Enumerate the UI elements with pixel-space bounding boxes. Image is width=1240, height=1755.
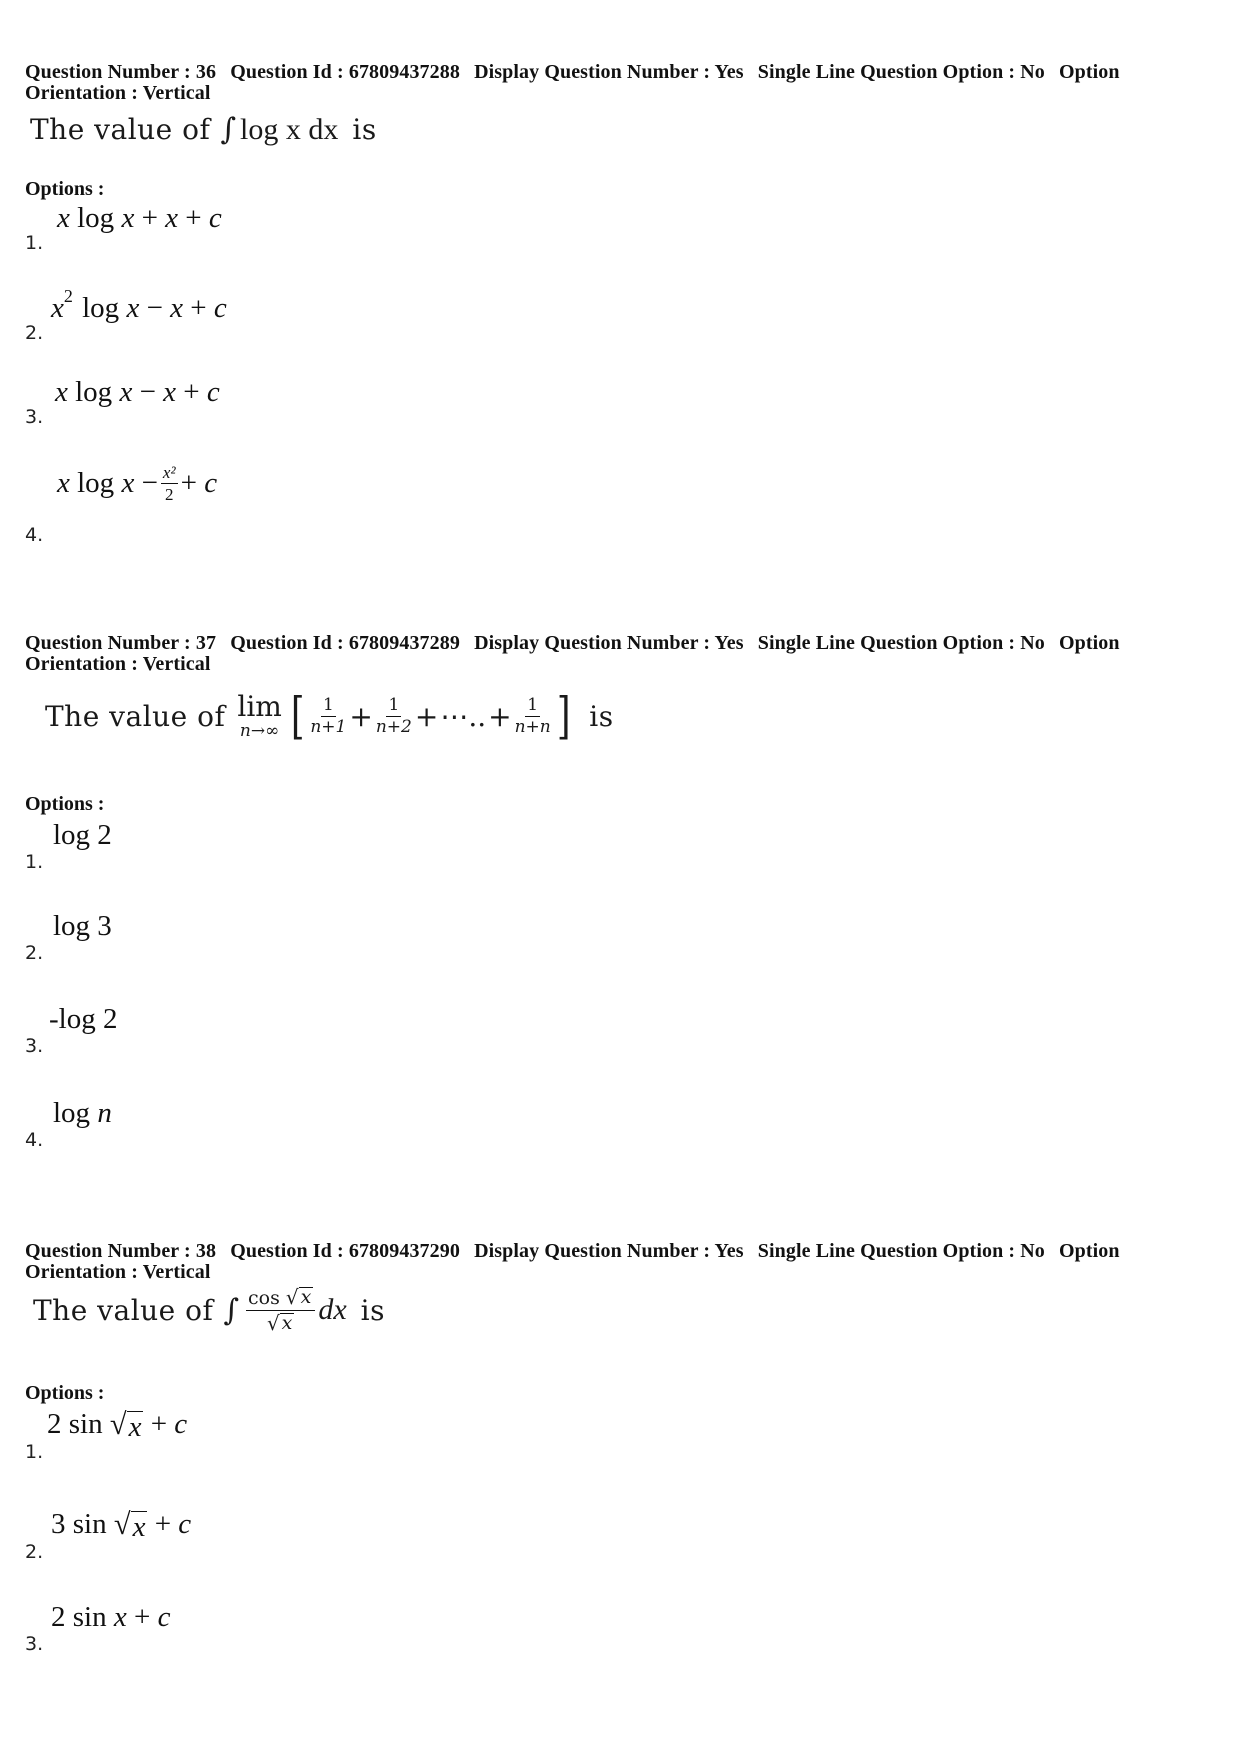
options-label: Options :	[25, 793, 105, 815]
math-fn: 2 sin	[51, 1601, 107, 1633]
display-flag: Display Question Number : Yes	[474, 1240, 744, 1262]
option-number: 2.	[25, 322, 44, 344]
options-label: Options :	[25, 178, 105, 200]
math-var: x	[55, 376, 68, 408]
sqrt: √ x	[109, 1407, 142, 1443]
orientation-label-a: Option	[1059, 632, 1120, 654]
math-fraction	[246, 1284, 315, 1335]
option-3[interactable]	[25, 1003, 525, 1063]
math-var: c	[206, 376, 220, 408]
stem-suffix: is	[589, 699, 614, 733]
math-var: c	[208, 202, 222, 234]
single-line-flag: Single Line Question Option : No	[757, 632, 1045, 654]
frac-num: 1	[388, 694, 400, 715]
math-fraction	[310, 694, 347, 737]
frac-den: n+1	[310, 716, 347, 737]
math-op: +	[414, 699, 439, 733]
stem-prefix: The value of	[45, 699, 226, 733]
math-fn: log	[53, 1097, 91, 1129]
question-number: Question Number : 36	[25, 61, 217, 83]
option-number: 3.	[25, 406, 44, 428]
option-math	[53, 1097, 112, 1130]
option-number: 4.	[25, 524, 44, 546]
option-4[interactable]	[25, 1097, 525, 1157]
option-math	[57, 202, 222, 235]
option-math	[51, 1507, 191, 1542]
option-number: 4.	[25, 1129, 44, 1151]
math-op: +	[183, 376, 200, 408]
option-math	[47, 1407, 187, 1442]
option-2[interactable]	[25, 286, 525, 350]
question-id: Question Id : 67809437290	[230, 1240, 460, 1262]
stem-prefix: The value of	[30, 113, 211, 146]
question-stem	[30, 112, 377, 147]
math-op: +	[141, 202, 158, 234]
math-op: +	[150, 1408, 168, 1440]
option-math	[51, 1601, 170, 1634]
math-var: x	[57, 202, 70, 234]
option-math: log 3	[53, 910, 112, 942]
orientation-label-b: Orientation : Vertical	[25, 653, 211, 675]
math-var: x	[165, 202, 179, 234]
math-op: +	[349, 699, 373, 733]
math-fraction	[514, 694, 551, 737]
option-math	[57, 464, 217, 503]
radicand: x	[281, 1311, 293, 1334]
math-op: +	[133, 1601, 151, 1633]
option-number: 3.	[25, 1633, 44, 1655]
math-var: x	[126, 292, 140, 324]
math-var: x	[113, 1601, 127, 1633]
math-var: c	[178, 1508, 192, 1540]
question-stem	[33, 1284, 385, 1335]
math-op: +	[190, 292, 207, 324]
stem-suffix: is	[352, 113, 377, 146]
option-number: 1.	[25, 1441, 44, 1463]
math-fn: 2 sin	[47, 1408, 103, 1440]
differential: dx	[318, 1293, 347, 1327]
question-38	[25, 1240, 1215, 1655]
frac-num	[246, 1284, 315, 1311]
single-line-flag: Single Line Question Option : No	[757, 61, 1045, 83]
math-var: n	[97, 1097, 112, 1129]
option-math: -log 2	[49, 1003, 118, 1035]
frac-num: 1	[527, 694, 539, 715]
orientation-label-b: Orientation : Vertical	[25, 82, 211, 104]
option-1[interactable]	[25, 819, 525, 879]
frac-den: n+2	[375, 716, 412, 737]
frac-den: n+n	[514, 716, 551, 737]
lim-subscript: n→∞	[239, 720, 280, 741]
math-var: c	[213, 292, 227, 324]
question-id: Question Id : 67809437289	[230, 632, 460, 654]
math-fn: 3 sin	[51, 1508, 107, 1540]
math-op: +	[185, 202, 202, 234]
question-number: Question Number : 38	[25, 1240, 217, 1262]
option-4[interactable]	[25, 462, 525, 546]
math-op: −	[146, 292, 163, 324]
single-line-flag: Single Line Question Option : No	[757, 1240, 1045, 1262]
options-label: Options :	[25, 1382, 105, 1404]
option-2[interactable]	[25, 910, 525, 970]
math-fn: log	[77, 467, 115, 499]
frac-num: x²	[162, 463, 176, 482]
math-var: x	[170, 292, 184, 324]
question-id: Question Id : 67809437288	[230, 61, 460, 83]
integral-sign: ∫	[220, 112, 237, 147]
math-op: +	[180, 467, 197, 499]
math-op: −	[141, 467, 158, 499]
option-number: 3.	[25, 1035, 44, 1057]
math-fn: cos	[248, 1286, 280, 1309]
radicand: x	[132, 1510, 146, 1543]
right-bracket: ]	[556, 687, 571, 745]
math-var: x	[57, 467, 70, 499]
question-37	[25, 632, 1215, 1151]
orientation-label-b: Orientation : Vertical	[25, 1261, 211, 1283]
frac-num: 1	[322, 694, 334, 715]
sqrt: √ x	[113, 1507, 146, 1543]
math-var: c	[174, 1408, 188, 1440]
limit-operator	[237, 689, 282, 741]
option-math: log 2	[53, 819, 112, 851]
math-op: +	[488, 699, 512, 733]
option-3[interactable]	[25, 374, 525, 434]
sqrt: √ x	[285, 1284, 312, 1309]
math-var: x	[121, 202, 135, 234]
question-stem	[45, 687, 614, 745]
option-math	[55, 376, 220, 409]
option-2[interactable]	[25, 1507, 525, 1567]
radicand: x	[128, 1410, 142, 1443]
math-op: −	[139, 376, 156, 408]
math-fn: log	[82, 292, 120, 324]
math-var: c	[204, 467, 218, 499]
left-bracket: [	[290, 687, 305, 745]
option-number: 2.	[25, 1541, 44, 1563]
math-ellipsis: ⋯..	[440, 699, 487, 733]
option-1[interactable]	[25, 202, 525, 262]
stem-integrand: log x dx	[240, 112, 339, 146]
option-1[interactable]	[25, 1407, 525, 1467]
math-fn: log	[75, 376, 113, 408]
question-meta	[25, 633, 1215, 675]
math-var: c	[157, 1601, 171, 1633]
math-fraction	[161, 464, 178, 503]
option-number: 2.	[25, 942, 44, 964]
question-number: Question Number : 37	[25, 632, 217, 654]
orientation-label-a: Option	[1059, 61, 1120, 83]
question-meta	[25, 62, 1215, 104]
option-3[interactable]	[25, 1601, 525, 1661]
frac-den	[267, 1311, 294, 1334]
option-math	[51, 286, 227, 325]
math-fraction	[375, 694, 412, 737]
radicand: x	[300, 1286, 312, 1308]
math-var: x	[119, 376, 133, 408]
stem-suffix: is	[360, 1293, 385, 1327]
math-op: +	[154, 1508, 172, 1540]
math-fn: log	[77, 202, 115, 234]
option-number: 1.	[25, 232, 44, 254]
lim-text: lim	[237, 689, 282, 723]
integral-sign: ∫	[223, 1292, 240, 1328]
option-number: 1.	[25, 851, 44, 873]
math-exponent: 2	[63, 286, 73, 306]
display-flag: Display Question Number : Yes	[474, 632, 744, 654]
math-var: x	[121, 467, 135, 499]
math-var: x	[51, 292, 64, 324]
orientation-label-a: Option	[1059, 1240, 1120, 1262]
sqrt: √ x	[266, 1310, 293, 1335]
stem-prefix: The value of	[33, 1293, 214, 1327]
question-36	[25, 61, 1215, 546]
display-flag: Display Question Number : Yes	[474, 61, 744, 83]
frac-den: 2	[165, 485, 174, 504]
math-var: x	[163, 376, 177, 408]
question-meta	[25, 1241, 1215, 1283]
